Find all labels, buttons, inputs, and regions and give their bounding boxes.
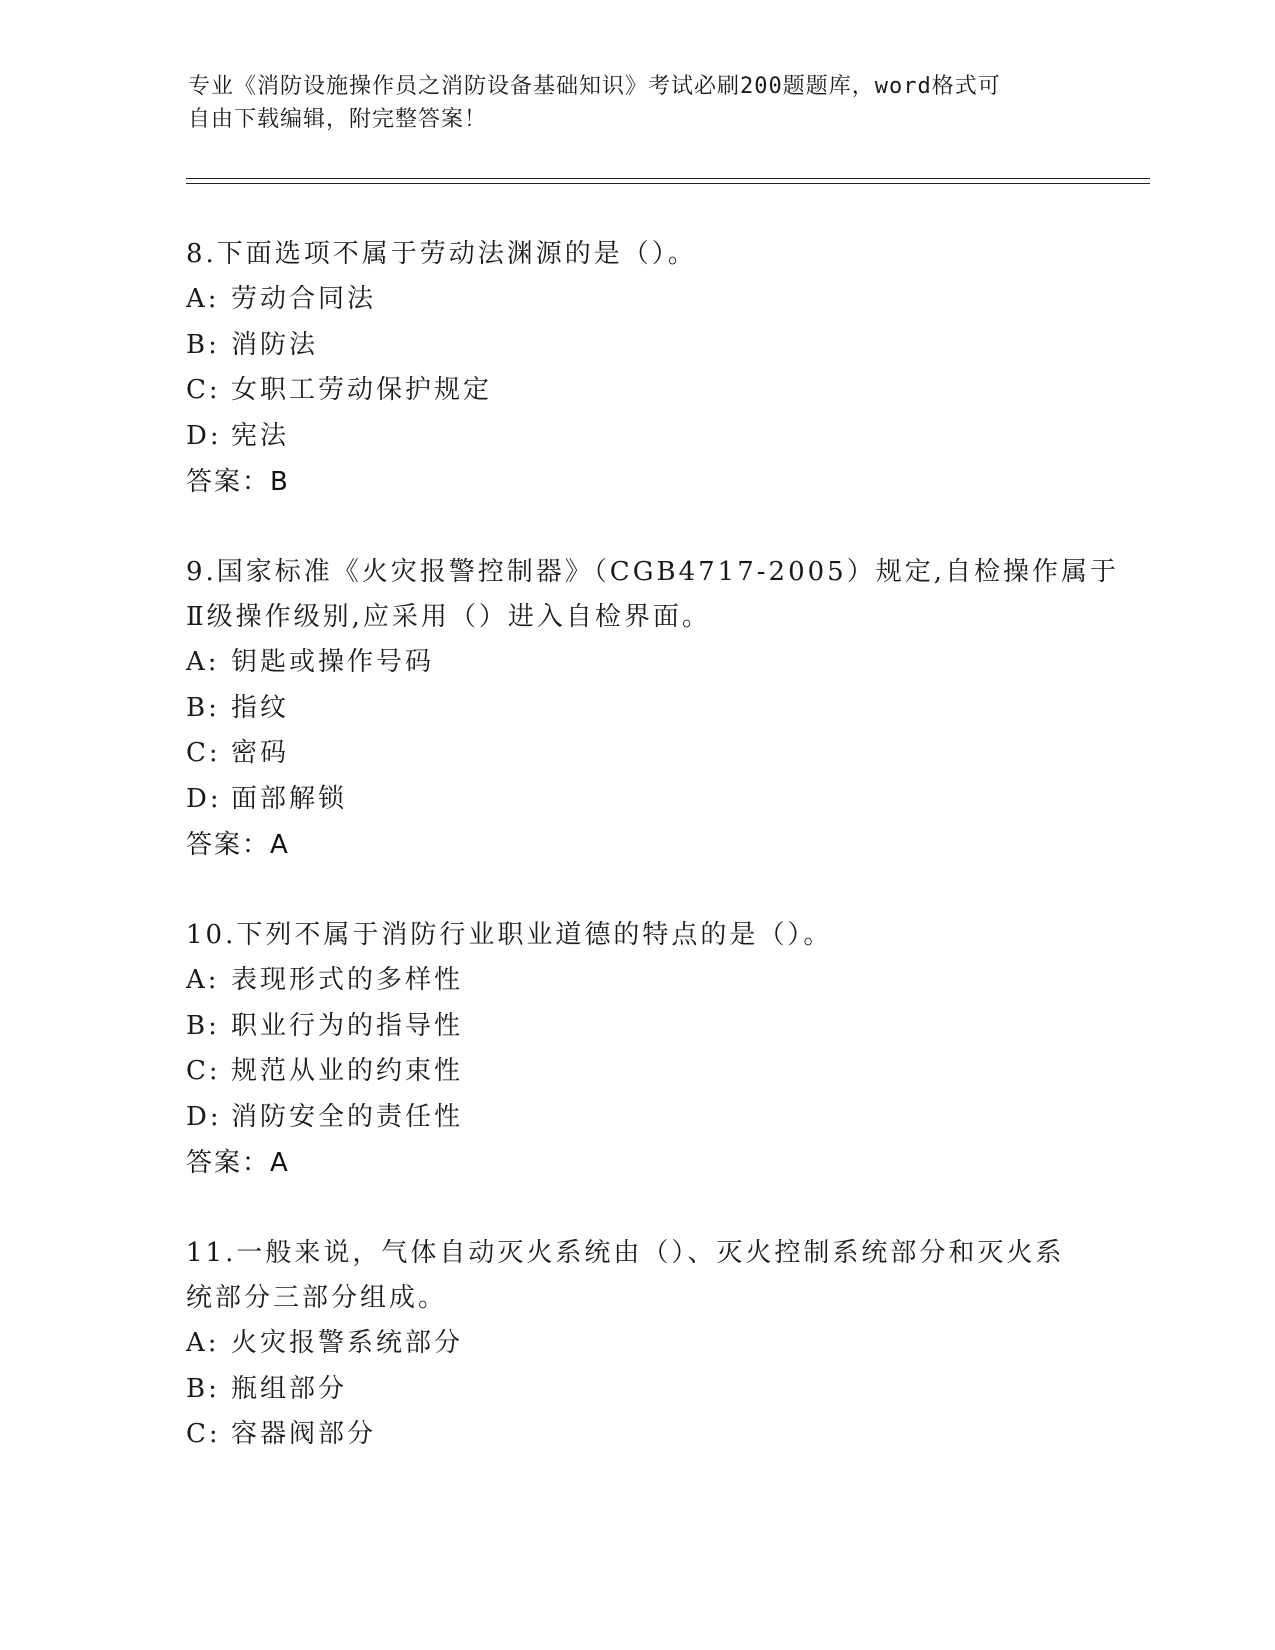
option-letter: D: xyxy=(186,1101,222,1132)
question-item xyxy=(186,913,1086,1186)
option-letter: B: xyxy=(186,329,220,360)
option-letter: B: xyxy=(186,1010,220,1041)
question-item xyxy=(186,550,1119,868)
header-rule-bottom xyxy=(186,183,1150,184)
option-letter: B: xyxy=(186,692,220,723)
option-text: 面部解锁 xyxy=(231,783,348,814)
question-stem-line: 11.一般来说，气体自动灭火系统由（）、灭火控制系统部分和灭火系 xyxy=(186,1238,1065,1268)
option-text: 劳动合同法 xyxy=(231,284,377,314)
option-letter: A: xyxy=(186,284,220,314)
option-text: 钥匙或操作号码 xyxy=(231,647,435,677)
option-c xyxy=(186,731,1086,777)
option-b xyxy=(186,323,1086,369)
option-letter: C: xyxy=(186,1056,221,1086)
option-d xyxy=(186,777,1086,823)
question-list xyxy=(186,232,1119,1503)
option-b xyxy=(186,1367,1086,1413)
option-text: 女职工劳动保护规定 xyxy=(231,375,493,405)
answer-line: 答案：B xyxy=(186,467,290,497)
option-a xyxy=(186,958,1086,1004)
question-stem-line: 统部分三部分组成。 xyxy=(186,1283,448,1313)
option-text: 规范从业的约束性 xyxy=(231,1056,464,1086)
option-letter: C: xyxy=(186,738,221,768)
option-c xyxy=(186,368,1086,414)
option-d xyxy=(186,414,1086,460)
option-a xyxy=(186,1321,1086,1367)
answer-line: 答案：A xyxy=(186,830,290,860)
question-stem xyxy=(186,232,1086,277)
question-stem xyxy=(186,913,1086,958)
option-text: 火灾报警系统部分 xyxy=(231,1328,464,1358)
option-letter: C: xyxy=(186,1419,221,1449)
option-letter: A: xyxy=(186,647,220,677)
option-letter: A: xyxy=(186,1328,220,1358)
question-stem-line: 9.国家标准《火灾报警控制器》（CGB4717-2005）规定,自检操作属于 xyxy=(186,557,1119,587)
option-text: 消防安全的责任性 xyxy=(231,1101,464,1132)
question-stem xyxy=(186,1231,1086,1321)
option-b xyxy=(186,686,1086,732)
option-text: 表现形式的多样性 xyxy=(231,965,464,995)
header-rule-top xyxy=(186,178,1150,179)
question-stem-line: Ⅱ级操作级别,应采用（）进入自检界面。 xyxy=(186,602,711,632)
option-text: 指纹 xyxy=(231,692,290,723)
option-letter: B: xyxy=(186,1373,220,1404)
option-d xyxy=(186,1095,1086,1141)
option-text: 职业行为的指导性 xyxy=(231,1010,464,1041)
option-c xyxy=(186,1412,1086,1458)
header-line-1: 专业《消防设施操作员之消防设备基础知识》考试必刷200题题库，word格式可 xyxy=(188,74,1001,99)
option-letter: C: xyxy=(186,375,221,405)
option-text: 容器阀部分 xyxy=(231,1419,377,1449)
option-text: 密码 xyxy=(231,738,290,768)
option-c xyxy=(186,1049,1086,1095)
question-stem xyxy=(186,550,1119,640)
option-b xyxy=(186,1004,1086,1050)
option-letter: A: xyxy=(186,965,220,995)
option-a xyxy=(186,640,1086,686)
option-text: 宪法 xyxy=(231,420,290,451)
question-stem-line: 10.下列不属于消防行业职业道德的特点的是（）。 xyxy=(186,920,833,950)
header-line-2: 自由下载编辑，附完整答案！ xyxy=(188,107,488,132)
option-letter: D: xyxy=(186,783,222,814)
option-a xyxy=(186,277,1086,323)
question-item xyxy=(186,1231,1086,1458)
question-stem-line: 8.下面选项不属于劳动法渊源的是（）。 xyxy=(186,239,697,269)
option-letter: D: xyxy=(186,420,222,451)
option-text: 消防法 xyxy=(231,329,319,360)
page-header xyxy=(188,70,1068,136)
option-text: 瓶组部分 xyxy=(231,1373,348,1404)
question-item xyxy=(186,232,1086,505)
answer-line: 答案：A xyxy=(186,1148,290,1178)
